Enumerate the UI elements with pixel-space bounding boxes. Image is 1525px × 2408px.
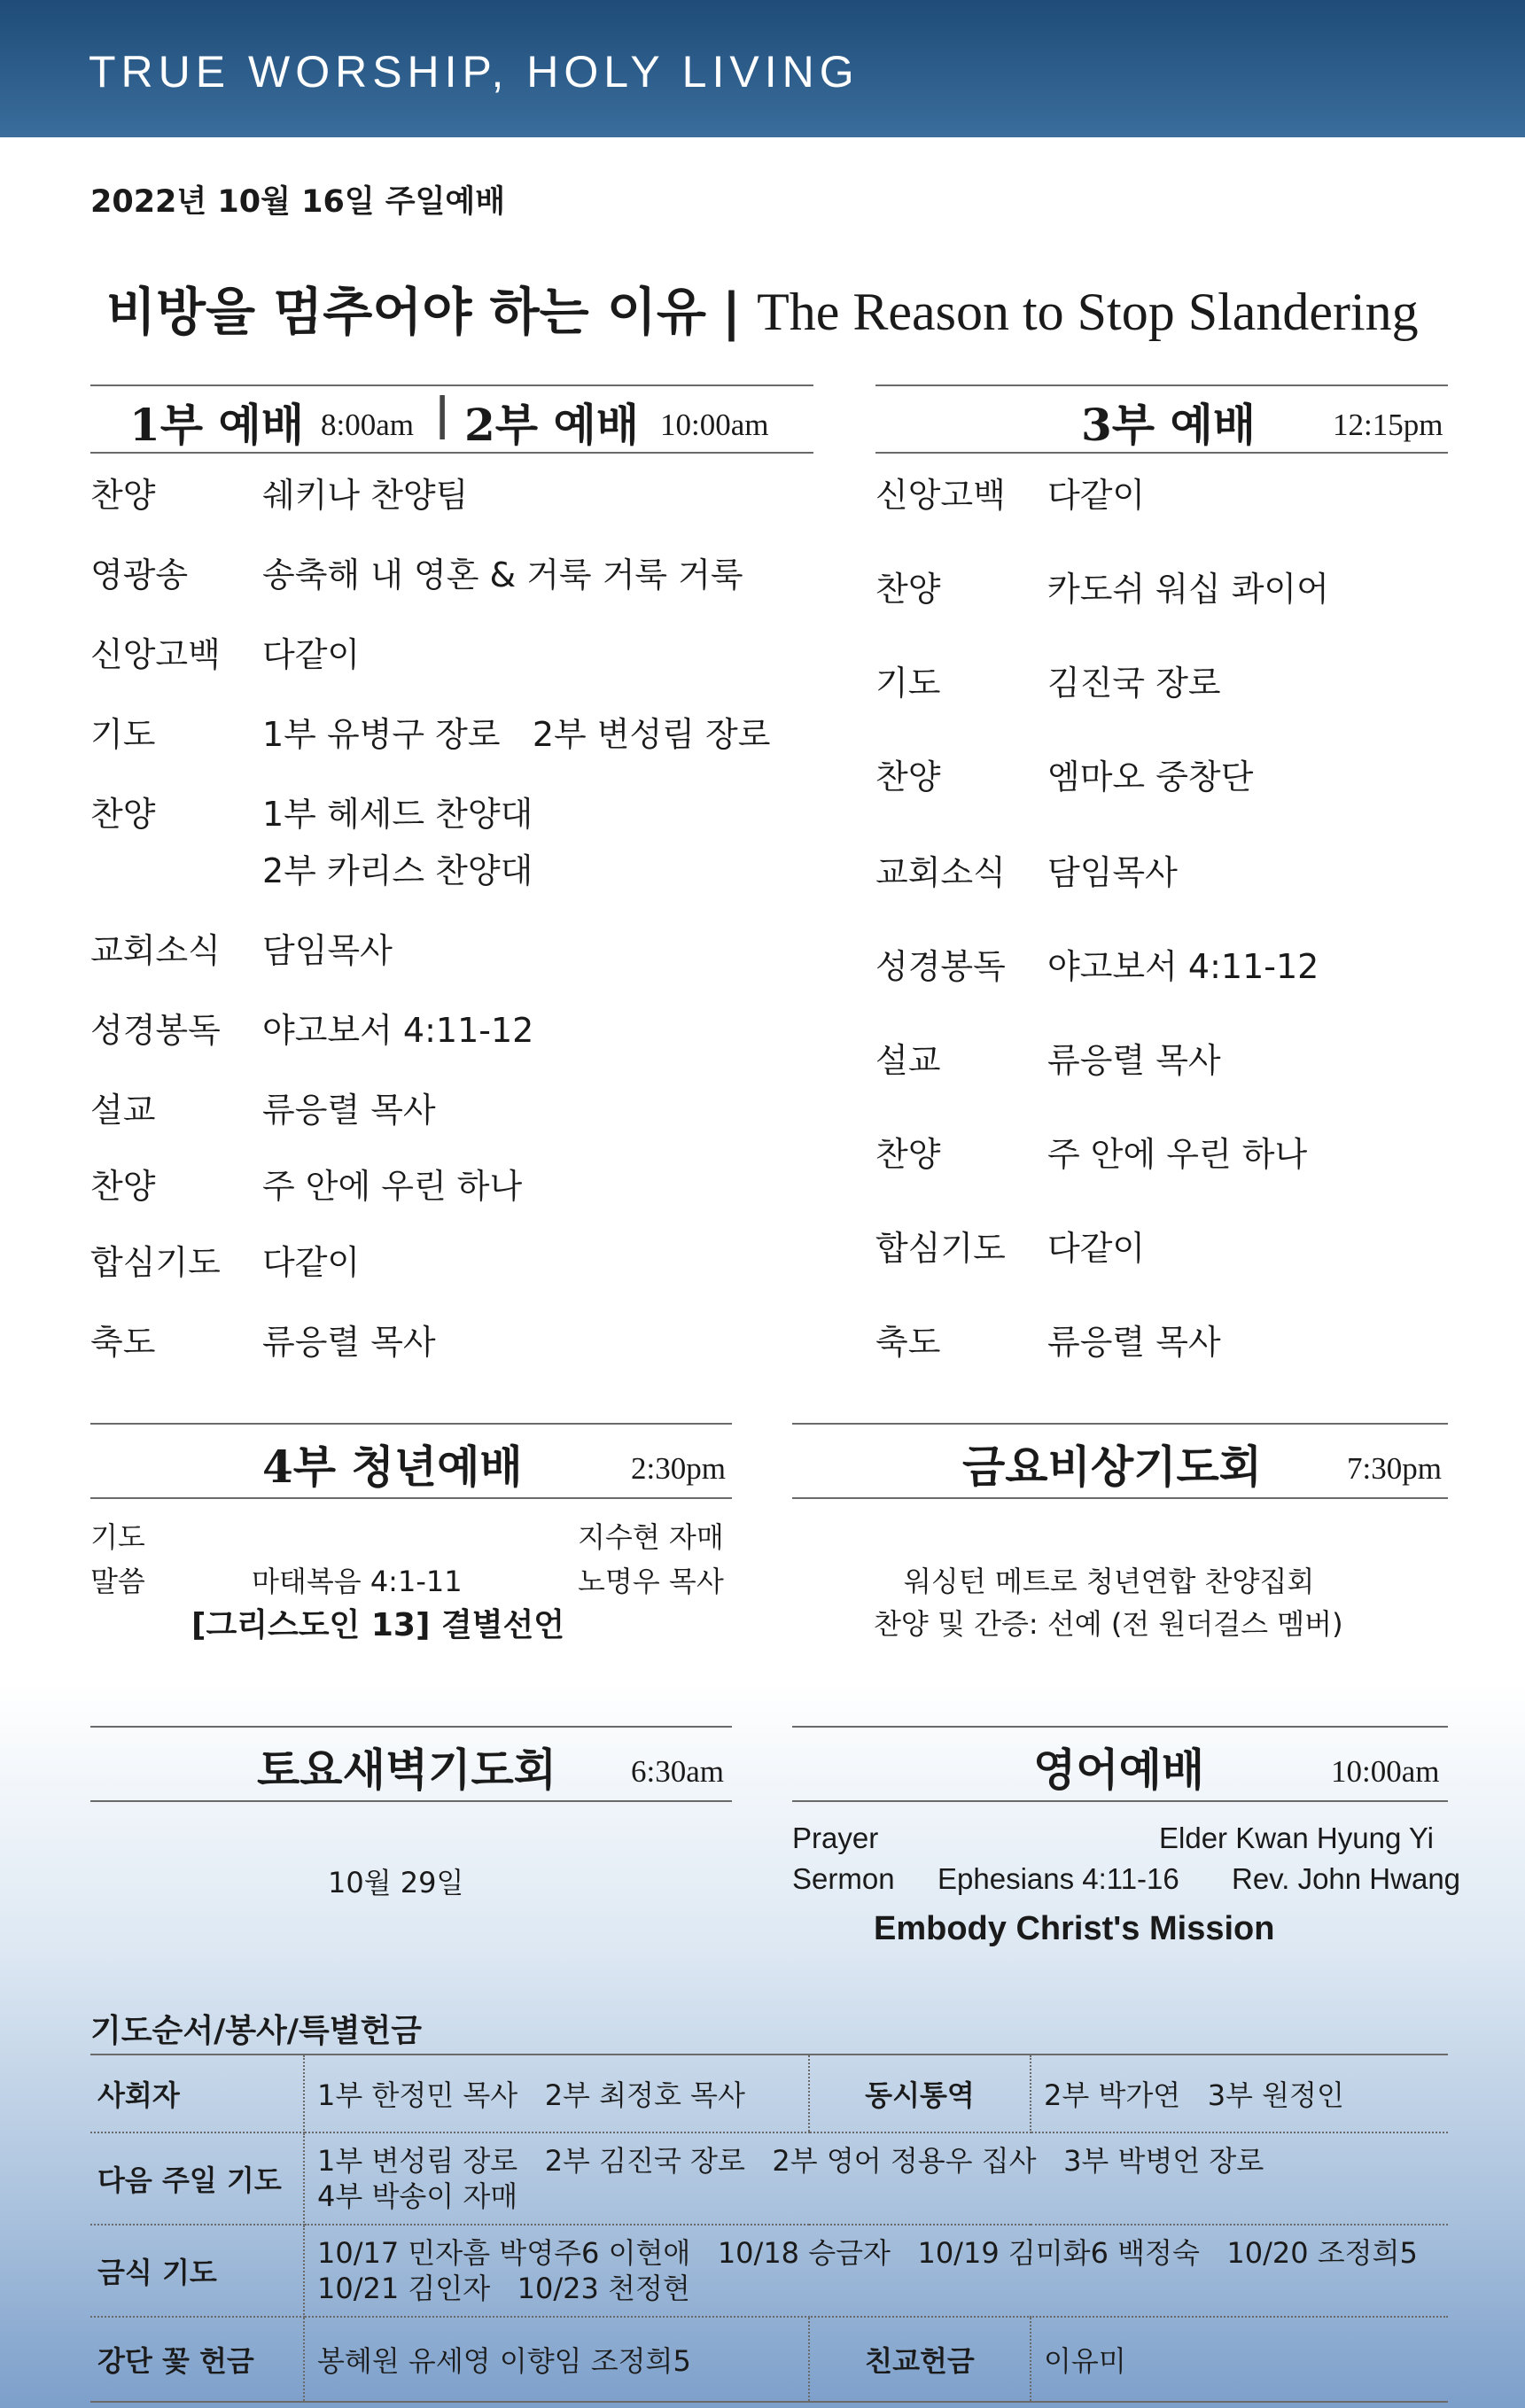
- interp-label: 동시통역: [809, 2055, 1031, 2132]
- list-item-value: 류응렬 목사: [262, 1091, 436, 1130]
- list-item-label: 교회소식: [875, 853, 1006, 892]
- list-item-value: 주 안에 우린 하나: [1047, 1135, 1308, 1174]
- sermon-title: [106, 270, 1419, 345]
- duty-table: [90, 2054, 1448, 2403]
- service3-title: 3부 예배: [1081, 399, 1257, 451]
- list-item-value: 1부 유병구 장로 2부 변성림 장로: [262, 715, 771, 754]
- list-item-value: 2부 카리스 찬양대: [262, 851, 533, 890]
- list-item-label: 찬양: [875, 570, 941, 609]
- list-item-label: 찬양: [875, 757, 941, 796]
- list-item-label: 교회소식: [90, 931, 221, 970]
- english-service-header: [792, 1726, 1448, 1802]
- service1-title: 1부 예배: [129, 399, 305, 451]
- friday-line1: 워싱턴 메트로 청년연합 찬양집회: [904, 1565, 1315, 1598]
- service3-header: [875, 385, 1448, 454]
- sermon-title-separator: |: [721, 282, 742, 342]
- service1-time: 8:00am: [321, 408, 414, 442]
- youth-word-ref: 마태복음 4:1-11: [252, 1565, 463, 1598]
- saturday-prayer-title: 토요새벽기도회: [257, 1744, 557, 1796]
- youth-prayer-label: 기도: [90, 1520, 145, 1554]
- service-date: 2022년 10월 16일 주일예배: [90, 184, 506, 220]
- next-prayer-line2: 4부 박송이 자매: [317, 2179, 518, 2213]
- youth-prayer-value: 지수현 자매: [578, 1520, 724, 1554]
- english-service-time: 10:00am: [1331, 1754, 1440, 1789]
- list-item-value: 엠마오 중창단: [1047, 757, 1254, 796]
- list-item-value: 다같이: [1047, 476, 1146, 515]
- flower-offering-value: 봉혜원 유세영 이향임 조정희5: [304, 2317, 809, 2402]
- list-item-label: 기도: [875, 664, 941, 703]
- list-item-label: 찬양: [90, 795, 156, 834]
- fast-prayer-line2: 10/21 김인자 10/23 천정현: [317, 2272, 690, 2305]
- list-item-label: 영광송: [90, 555, 189, 594]
- english-prayer-label: Prayer: [792, 1822, 879, 1854]
- table-row: [90, 2225, 1448, 2317]
- list-item-value: 송축해 내 영혼 & 거룩 거룩 거룩: [262, 555, 743, 594]
- list-item-value: 류응렬 목사: [262, 1323, 436, 1362]
- next-prayer-line1: 1부 변성림 장로 2부 김진국 장로 2부 영어 정용우 집사 3부 박병언 장로: [317, 2144, 1264, 2178]
- table-row: [90, 2055, 1448, 2132]
- list-item-label: 신앙고백: [875, 476, 1006, 515]
- sermon-title-ko: 비방을 멈추어야 하는 이유: [106, 282, 706, 342]
- next-prayer-label: 다음 주일 기도: [90, 2132, 304, 2225]
- list-item-label: 합심기도: [875, 1229, 1006, 1268]
- friday-prayer-header: [792, 1423, 1448, 1499]
- youth-service-title: 4부 청년예배: [262, 1441, 523, 1493]
- list-item-value: 류응렬 목사: [1047, 1041, 1221, 1080]
- list-item-value: 담임목사: [1047, 853, 1178, 892]
- list-item-value: 1부 헤세드 찬양대: [262, 795, 533, 834]
- list-item-label: 찬양: [90, 1167, 156, 1206]
- table-row: [90, 2317, 1448, 2402]
- list-item-value: 담임목사: [262, 931, 393, 970]
- saturday-prayer-time: 6:30am: [631, 1754, 724, 1789]
- service2-title: 2부 예배: [464, 399, 640, 451]
- saturday-date: 10월 29일: [328, 1866, 464, 1899]
- list-item-value: 야고보서 4:11-12: [262, 1011, 534, 1050]
- list-item-label: 찬양: [90, 476, 156, 515]
- youth-word-preacher: 노명우 목사: [578, 1565, 724, 1598]
- list-item-label: 축도: [90, 1323, 156, 1362]
- english-sermon-ref: Ephesians 4:11-16: [938, 1862, 1179, 1895]
- english-sermon-label: Sermon: [792, 1862, 895, 1895]
- duty-heading: 기도순서/봉사/특별헌금: [90, 2013, 423, 2049]
- english-sermon-preacher: Rev. John Hwang: [1232, 1862, 1461, 1895]
- friday-prayer-time: 7:30pm: [1347, 1451, 1442, 1486]
- list-item-value: 다같이: [1047, 1229, 1146, 1268]
- fellowship-offering-label: 친교헌금: [809, 2317, 1031, 2402]
- list-item-label: 기도: [90, 715, 156, 754]
- list-item-label: 설교: [875, 1041, 941, 1080]
- youth-sermon-title: [그리스도인 13] 결별선언: [191, 1607, 565, 1643]
- list-item-label: 설교: [90, 1091, 156, 1130]
- friday-line2: 찬양 및 간증: 선예 (전 원더걸스 멤버): [874, 1607, 1343, 1641]
- banner-slogan: TRUE WORSHIP, HOLY LIVING: [89, 47, 860, 97]
- mc-label: 사회자: [90, 2055, 304, 2132]
- list-item-label: 찬양: [875, 1135, 941, 1174]
- flower-offering-label: 강단 꽃 헌금: [90, 2317, 304, 2402]
- table-row: [90, 2132, 1448, 2225]
- fast-prayer-line1: 10/17 민자흠 박영주6 이현애 10/18 승금자 10/19 김미화6 백정숙 10/20 조정희5: [317, 2236, 1418, 2270]
- list-item-value: 야고보서 4:11-12: [1047, 947, 1319, 986]
- list-item-label: 합심기도: [90, 1243, 221, 1282]
- list-item-label: 성경봉독: [875, 947, 1006, 986]
- fast-prayer-label: 금식 기도: [90, 2225, 304, 2317]
- header-banner: [0, 0, 1525, 137]
- list-item-label: 신앙고백: [90, 635, 221, 674]
- friday-prayer-title: 금요비상기도회: [962, 1441, 1263, 1493]
- service12-header: [90, 385, 813, 454]
- next-prayer-value: [304, 2132, 1448, 2225]
- mc-value: 1부 한정민 목사 2부 최정호 목사: [304, 2055, 809, 2132]
- youth-service-header: [90, 1423, 732, 1499]
- english-sermon-title: Embody Christ's Mission: [874, 1910, 1275, 1947]
- interp-value: 2부 박가연 3부 원정인: [1031, 2055, 1448, 2132]
- list-item-value: 카도쉬 워십 콰이어: [1047, 570, 1329, 609]
- fellowship-offering-value: 이유미: [1031, 2317, 1448, 2402]
- list-item-value: 김진국 장로: [1047, 664, 1221, 703]
- service-separator: |: [434, 388, 451, 439]
- list-item-value: 다같이: [262, 635, 361, 674]
- service2-time: 10:00am: [660, 408, 769, 442]
- english-service-title: 영어예배: [1033, 1744, 1205, 1796]
- sermon-title-en: The Reason to Stop Slandering: [757, 283, 1419, 341]
- fast-prayer-value: [304, 2225, 1448, 2317]
- english-prayer-value: Elder Kwan Hyung Yi: [1159, 1822, 1435, 1854]
- youth-word-label: 말씀: [90, 1565, 145, 1598]
- list-item-value: 주 안에 우린 하나: [262, 1167, 523, 1206]
- service3-time: 12:15pm: [1333, 408, 1443, 442]
- list-item-value: 쉐키나 찬양팀: [262, 476, 469, 515]
- list-item-value: 다같이: [262, 1243, 361, 1282]
- list-item-label: 성경봉독: [90, 1011, 221, 1050]
- youth-service-time: 2:30pm: [631, 1451, 726, 1486]
- saturday-prayer-header: [90, 1726, 732, 1802]
- list-item-value: 류응렬 목사: [1047, 1323, 1221, 1362]
- list-item-label: 축도: [875, 1323, 941, 1362]
